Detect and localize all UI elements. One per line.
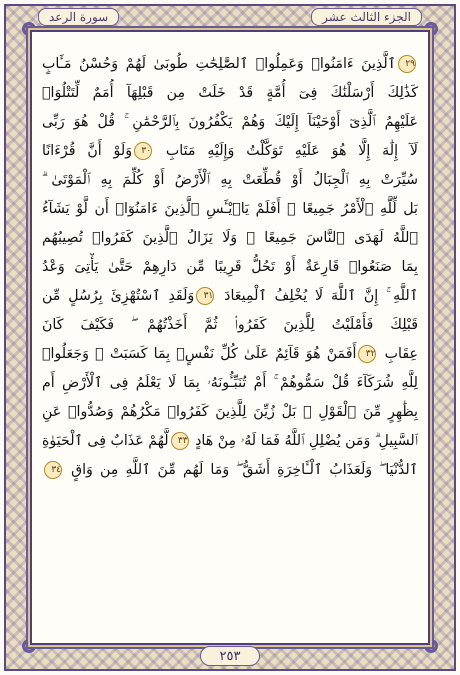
verse-text-block — [42, 50, 418, 630]
text-line — [42, 137, 418, 166]
verse-text: لَآ إِلَٰهَ إِلَّا هُوَ عَلَيْهِ تَوَكَّلْتُ وَإِلَيْهِ مَتَابِ — [154, 143, 418, 159]
verse-text: سُيِّرَتْ بِهِ ٱلْجِبَالُ أَوْ قُطِّعَتْ بِهِ ٱلْأَرْضُ أَوْ كُلِّمَ بِهِ ٱلْمَوْتَىٰ ۗ — [42, 172, 418, 188]
ayah-number-marker: ٣١ — [196, 287, 214, 305]
ayah-number-marker: ٣٠ — [134, 142, 152, 160]
page-header — [30, 6, 430, 28]
text-line — [42, 456, 418, 485]
verse-text: ٱللَّهُ لَهَدَى ٱلنَّاسَ جَمِيعًا ۗ وَلَا يَزَالُ ٱلَّذِينَ كَفَرُوا۟ تُصِيبُهُم — [42, 230, 418, 246]
verse-text: أَفَمَنْ هُوَ قَآئِمٌ عَلَىٰ كُلِّ نَفْسٍۭ بِمَا كَسَبَتْ ۗ وَجَعَلُوا۟ — [42, 346, 357, 362]
verse-text: لِلَّهِ شُرَكَآءَ قُلْ سَمُّوهُمْ ۚ أَمْ تُنَبِّـُٔونَهُۥ بِمَا لَا يَعْلَمُ فِى ٱلْأَرْضِ أَم — [42, 375, 418, 391]
verse-text: ٱللَّهِ ۚ إِنَّ ٱللَّهَ لَا يُخْلِفُ ٱلْمِيعَادَ — [216, 288, 418, 304]
verse-text: قَبْلِكَ فَأَمْلَيْتُ لِلَّذِينَ كَفَرُوا۟ ثُمَّ أَخَذْتُهُمْ ۖ فَكَيْفَ كَانَ — [42, 317, 418, 333]
text-line — [42, 224, 418, 253]
text-line — [42, 340, 418, 369]
text-line — [42, 79, 418, 108]
verse-text: بَل لِّلَّهِ ٱلْأَمْرُ جَمِيعًا ۗ أَفَلَمْ يَا۟يْـَٔسِ ٱلَّذِينَ ءَامَنُوٓا۟ أَن لَّوْ يَشَآءُ — [42, 201, 418, 217]
text-line — [42, 369, 418, 398]
verse-text: وَلَوْ أَنَّ قُرْءَانًا — [42, 143, 133, 159]
page-number: ٢٥٣ — [200, 646, 260, 666]
verse-text: عَلَيْهِمُ ٱلَّذِىٓ أَوْحَيْنَآ إِلَيْكَ وَهُمْ يَكْفُرُونَ بِٱلرَّحْمَٰنِ ۚ قُلْ هُوَ رَبِّى — [42, 114, 418, 130]
text-line — [42, 282, 418, 311]
verse-text: بِمَا صَنَعُوا۟ قَارِعَةٌ أَوْ تَحُلُّ قَرِيبًا مِّن دَارِهِمْ حَتَّىٰ يَأْتِىَ وَعْدُ — [42, 259, 418, 275]
verse-text: ٱلسَّبِيلِ ۗ وَمَن يُضْلِلِ ٱللَّهُ فَمَا لَهُۥ مِنْ هَادٍ — [190, 433, 418, 449]
text-line — [42, 253, 418, 282]
text-line — [42, 50, 418, 79]
ayah-number-marker: ٣٢ — [358, 345, 376, 363]
juz-title: الجزء الثالث عشر — [311, 8, 422, 26]
surah-title: سورة الرعد — [38, 8, 119, 26]
text-line — [42, 195, 418, 224]
ayah-number-marker: ٣٣ — [171, 432, 189, 450]
text-line — [42, 311, 418, 340]
verse-text: عِقَابِ — [378, 346, 418, 362]
verse-text: كَذَٰلِكَ أَرْسَلْنَٰكَ فِىٓ أُمَّةٍ قَدْ خَلَتْ مِن قَبْلِهَآ أُمَمٌ لِّتَتْلُوَا۟ — [42, 85, 418, 101]
ayah-number-marker: ٢٩ — [398, 55, 416, 73]
verse-text: ٱلَّذِينَ ءَامَنُوا۟ وَعَمِلُوا۟ ٱلصَّٰلِحَٰتِ طُوبَىٰ لَهُمْ وَحُسْنُ مَـَٔابٍ — [42, 56, 396, 72]
verse-text: ٱلدُّنْيَا ۖ وَلَعَذَابُ ٱلْـَٔاخِرَةِ أَشَقُّ ۖ وَمَا لَهُم مِّنَ ٱللَّهِ مِن وَاقٍ — [64, 462, 418, 478]
verse-text: وَلَقَدِ ٱسْتُهْزِئَ بِرُسُلٍ مِّن — [42, 288, 195, 304]
text-line — [42, 108, 418, 137]
text-line — [42, 398, 418, 427]
verse-text: بِظَٰهِرٍ مِّنَ ٱلْقَوْلِ ۗ بَلْ زُيِّنَ لِلَّذِينَ كَفَرُوا۟ مَكْرُهُمْ وَصُدُّوا۟ عَنِ — [42, 404, 418, 420]
ayah-number-marker: ٣٤ — [44, 461, 62, 479]
text-line — [42, 166, 418, 195]
text-line — [42, 427, 418, 456]
verse-text: لَّهُمْ عَذَابٌ فِى ٱلْحَيَوٰةِ — [42, 433, 169, 449]
